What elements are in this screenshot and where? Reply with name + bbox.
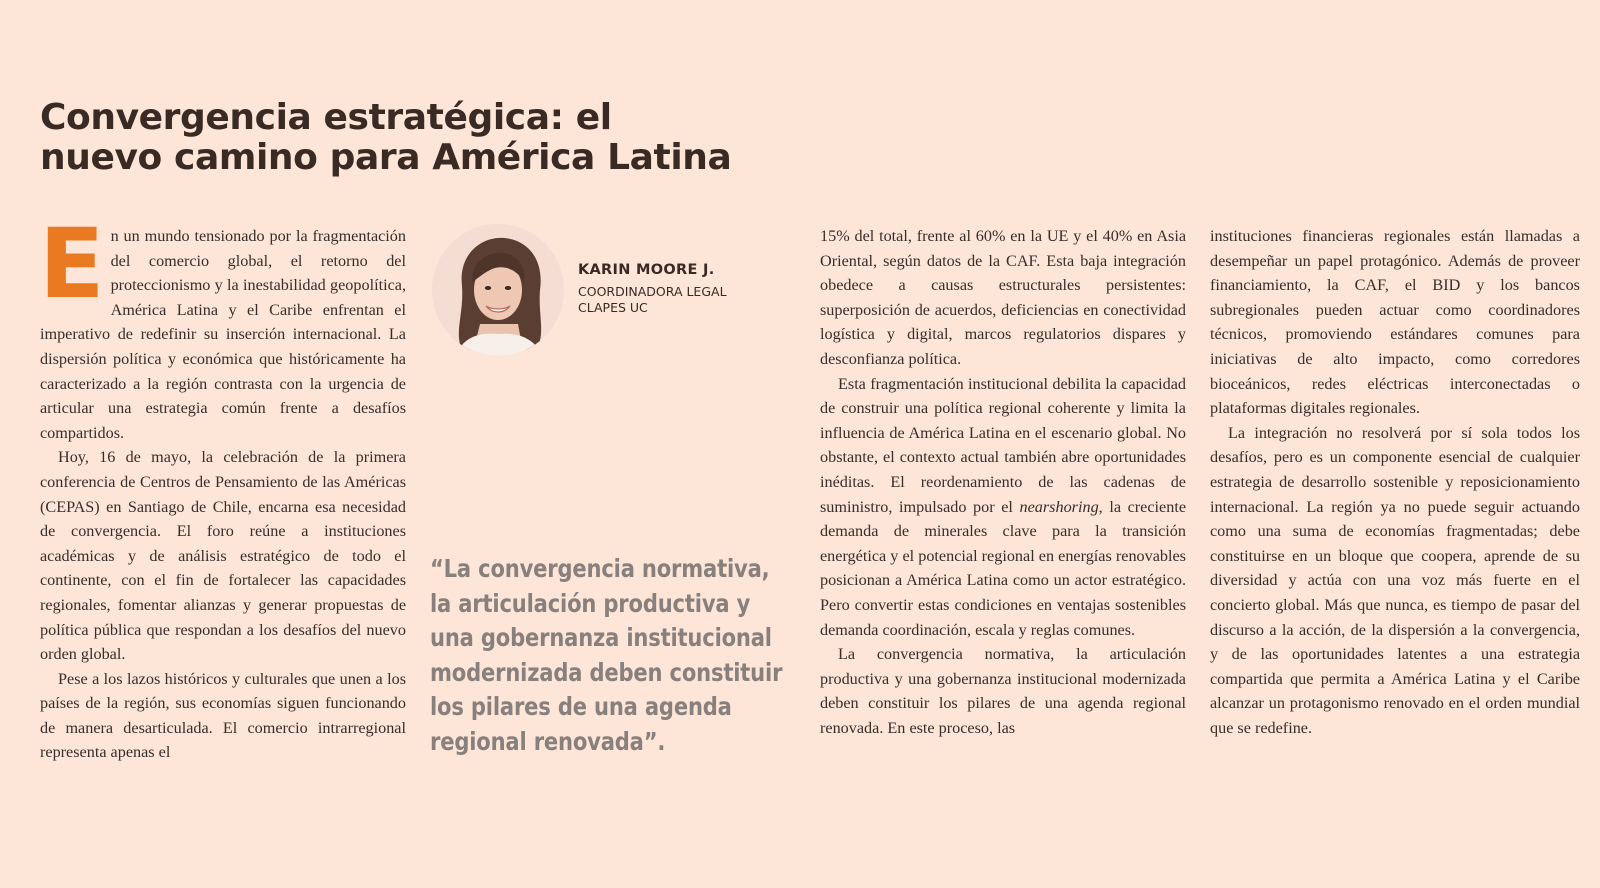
body-paragraph: La integración no resolverá por sí sola todos los desafíos, pero es un componente esencial de cualquier estrategia de desarrollo sostenible y reposicionamiento internacional. La región ya no puede seguir actuando como una suma de economías fragmentadas; debe constituirse en un bloque que coopera, aprende de su diversidad y actúa con una voz más fuerte en el concierto global. Más que nunca, es tiempo de pasar del discurso a la acción, de la dispersión a la convergencia, y de las oportunidades latentes a una estrategia compartida que permita a América Latina y el Caribe alcanzar un protagonismo renovado en el orden mundial que se redefine. xyxy=(1210,423,1580,737)
author-portrait-icon xyxy=(432,224,564,356)
body-column-4 xyxy=(1210,224,1580,740)
body-paragraph: La convergencia normativa, la articulación productiva y una gobernanza institucional modernizada deben constituir los pilares de una agenda regional renovada. En este proceso, las xyxy=(820,645,1186,737)
body-paragraph xyxy=(39,208,406,445)
paragraph-text: n un mundo tensionado por la fragmentación del comercio global, el retorno del proteccionismo y la inestabilidad geopolítica, América Latina y el Caribe enfrentan el imperativo de redefinir su inserción internacional. La dispersión política y económica que históricamente ha caracterizado a la región contrasta con la urgencia de articular una estrategia común frente a desafíos compartidos. xyxy=(40,227,406,442)
body-paragraph: instituciones financieras regionales están llamadas a desempeñar un papel protagónico. Además de proveer financiamiento, la CAF, el BID y los bancos subregionales pueden actuar como coordinadores técnicos, promoviendo estándares comunes para iniciativas de alto impacto, como corredores bioceánicos, redes eléctricas interconectadas o plataformas digitales regionales. xyxy=(1210,227,1580,418)
body-paragraph: Hoy, 16 de mayo, la celebración de la primera conferencia de Centros de Pensamiento de las Américas (CEPAS) en Santiago de Chile, encarna esa necesidad de convergencia. El foro reúne a instituciones académicas y de análisis estratégico de todo el continente, con el fin de fortalecer las capacidades regionales, fomentar alianzas y generar propuestas de política pública que respondan a los desafíos del nuevo orden global. xyxy=(40,448,406,664)
paragraph-text: , la creciente demanda de minerales clave para la transición energética y el potencial regional en energías renovables posicionan a América Latina como un actor estratégico. Pero convertir estas condiciones en ventajas sostenibles demanda coordinación, escala y reglas comunes. xyxy=(820,497,1187,639)
body-column-1 xyxy=(39,208,406,765)
body-paragraph: 15% del total, frente al 60% en la UE y el 40% en Asia Oriental, según datos de la CAF. Esta baja integración obedece a causas estructurales persistentes: superposición de acuerdos, deficiencias en conectividad logística y digital, marcos regulatorios dispares y desconfianza política. xyxy=(820,227,1186,368)
author-photo xyxy=(432,224,564,356)
paragraph-text: Esta fragmentación institucional debilita la capacidad de construir una política regional coherente y limita la influencia de América Latina en el escenario global. No obstante, el contexto actual también abre oportunidades inéditas. El reordenamiento de las cadenas de suministro, impulsado por el xyxy=(820,374,1186,516)
author-byline xyxy=(432,224,772,358)
body-paragraph xyxy=(820,372,1186,643)
article-headline: Convergencia estratégica: el nuevo camino para América Latina xyxy=(40,97,732,178)
pull-quote: “La convergencia normativa, la articulación productiva y una gobernanza institucional modernizada deben constituir los pilares de una agenda regional renovada”. xyxy=(430,554,783,756)
drop-cap: E xyxy=(39,208,105,320)
author-role: COORDINADORA LEGAL CLAPES UC xyxy=(578,284,727,315)
author-name: KARIN MOORE J. xyxy=(578,262,715,278)
body-column-3 xyxy=(820,224,1186,740)
body-paragraph: Pese a los lazos históricos y culturales que unen a los países de la región, sus economías siguen funcionando de manera desarticulada. El comercio intrarregional representa apenas el xyxy=(40,669,406,762)
italic-term: nearshoring xyxy=(1019,497,1099,516)
